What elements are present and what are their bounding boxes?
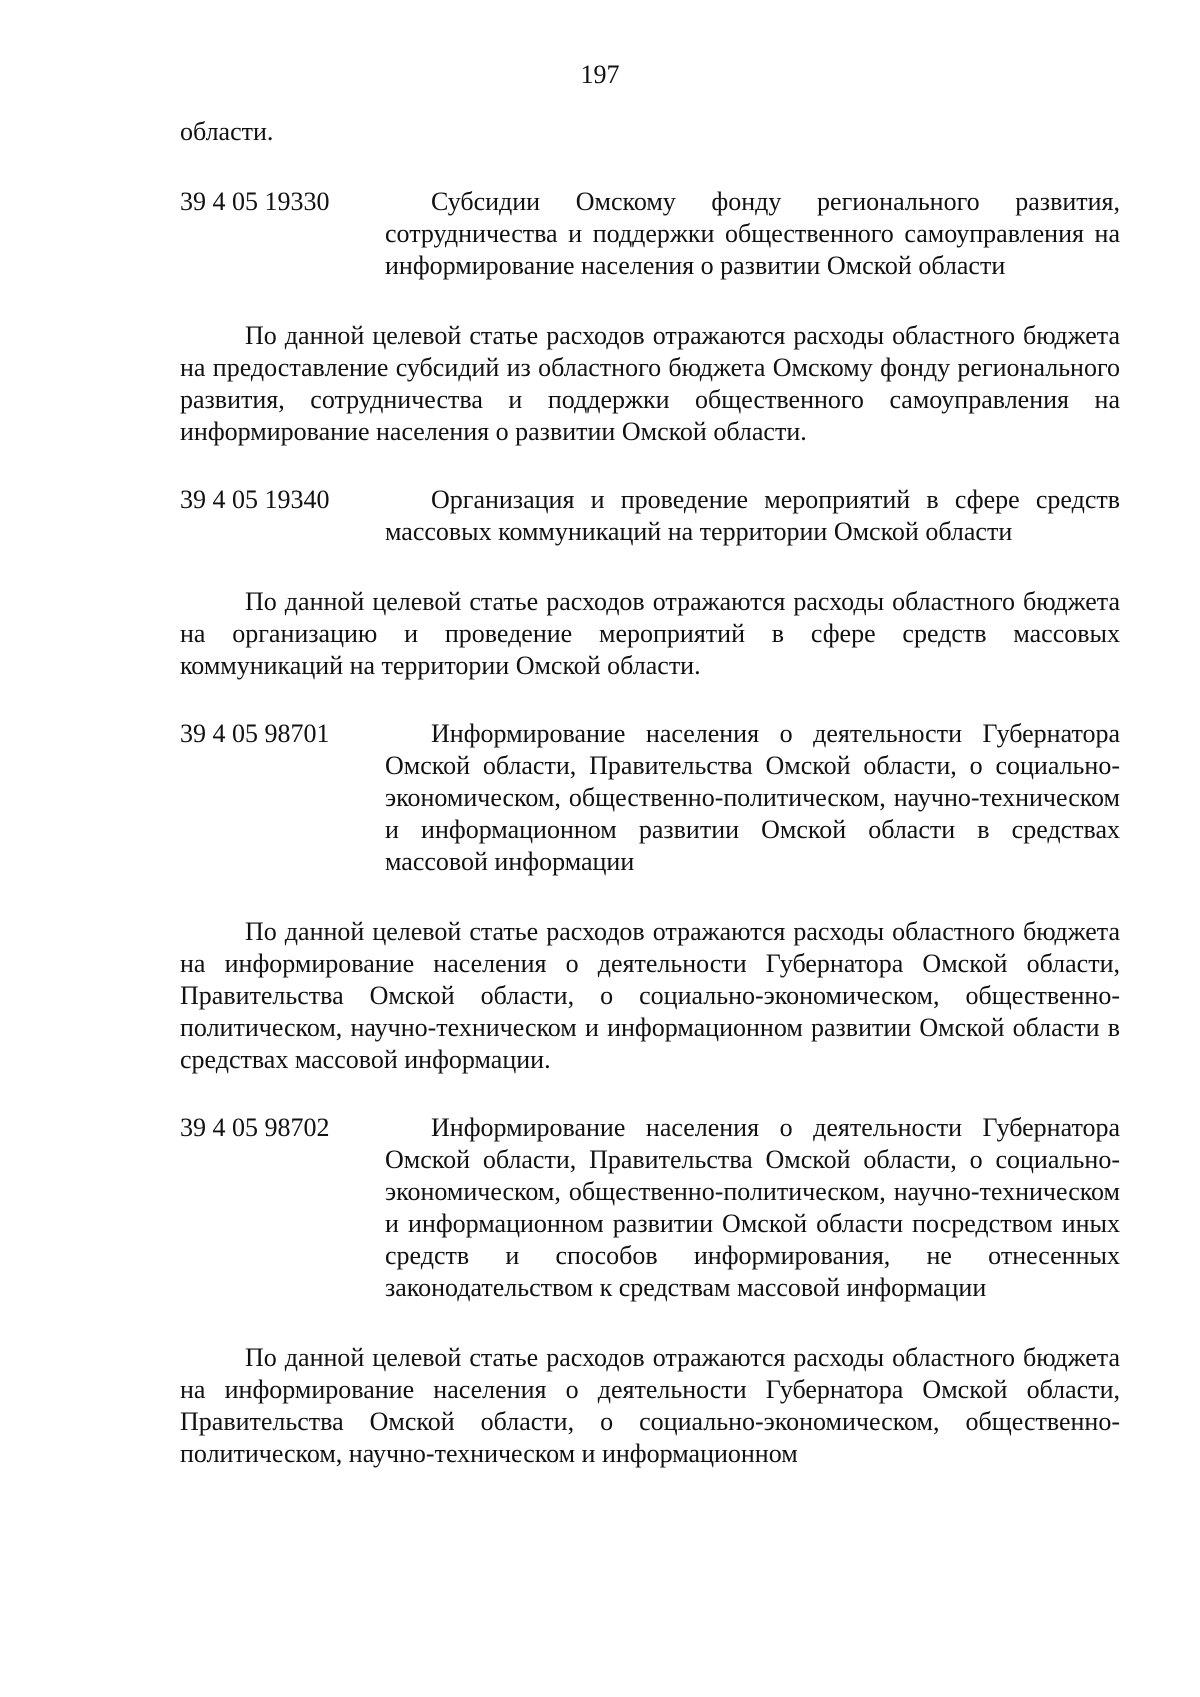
budget-entry-description: По данной целевой статье расходов отражаются расходы областного бюджета на информирование населения о деятельности Губернатора Омской области, Правительства Омской области, о социально-экономическом, общественно-политическом, научно-техническом и информационном развитии Омской области в средствах массовой информации.: [180, 917, 1120, 1074]
page-number: 197: [580, 60, 620, 89]
budget-entry-description: По данной целевой статье расходов отражаются расходы областного бюджета на информирование населения о деятельности Губернатора Омской области, Правительства Омской области, о социально-экономическом, общественно-политическом, научно-техническом и информационном: [180, 1343, 1120, 1468]
budget-entry-19340: [180, 484, 1120, 548]
budget-entry-98701: [180, 718, 1120, 878]
budget-entry-description: По данной целевой статье расходов отражаются расходы областного бюджета на предоставление субсидий из областного бюджета Омскому фонду регионального развития, сотрудничества и поддержки общественного самоуправления на информирование населения о развитии Омской области.: [180, 321, 1120, 446]
budget-entry-title: Субсидии Омскому фонду регионального развития, сотрудничества и поддержки общественного самоуправления на информирование населения о развитии Омской области: [385, 187, 1120, 280]
budget-entry-title: Информирование населения о деятельности Губернатора Омской области, Правительства Омской области, о социально-экономическом, общественно-политическом, научно-техническом и информационном развитии Омской области в средствах массовой информации: [385, 719, 1120, 876]
continuation-text: области.: [180, 117, 274, 146]
budget-code: 39 4 05 98702: [180, 1113, 330, 1142]
budget-entry-98702: [180, 1112, 1120, 1304]
document-body: [180, 116, 1120, 1506]
budget-entry-19330: [180, 186, 1120, 282]
budget-code: 39 4 05 19330: [180, 187, 330, 216]
budget-entry-title: Информирование населения о деятельности Губернатора Омской области, Правительства Омской области, о социально-экономическом, общественно-политическом, научно-техническом и информационном развитии Омской области посредством иных средств и способов информирования, не отнесенных законодательством к средствам массовой информации: [385, 1113, 1120, 1302]
budget-entry-description: По данной целевой статье расходов отражаются расходы областного бюджета на организацию и проведение мероприятий в сфере средств массовых коммуникаций на территории Омской области.: [180, 587, 1120, 680]
budget-code: 39 4 05 98701: [180, 719, 330, 748]
budget-code: 39 4 05 19340: [180, 485, 330, 514]
budget-entry-title: Организация и проведение мероприятий в сфере средств массовых коммуникаций на территории Омской области: [385, 485, 1120, 546]
